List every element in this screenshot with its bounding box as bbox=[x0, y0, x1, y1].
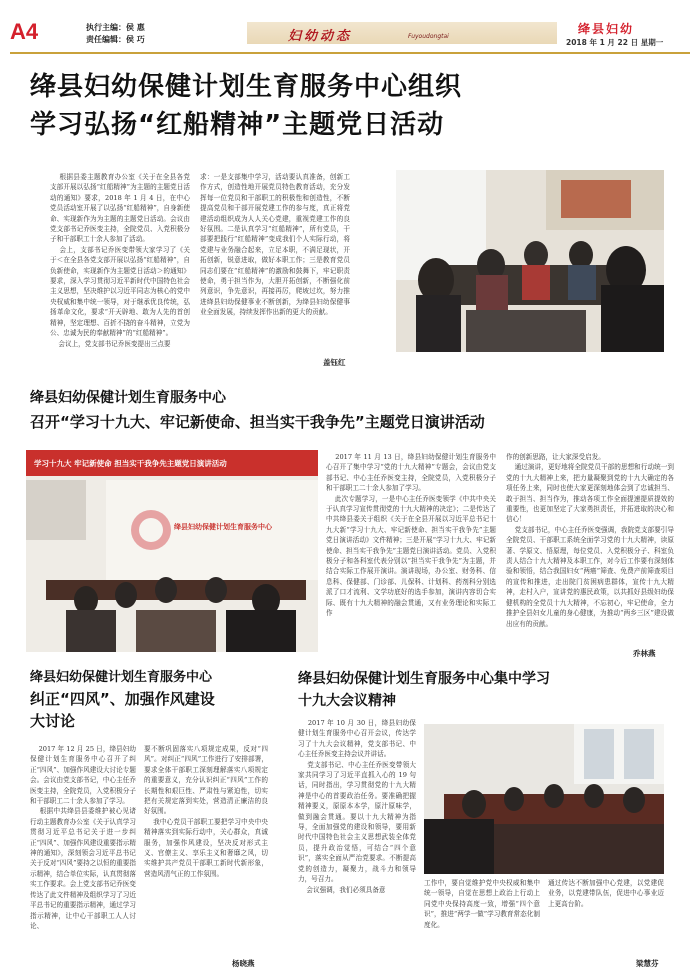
article4-title bbox=[298, 668, 688, 712]
article3-title-line2: 纠正“四风”、加强作风建设 bbox=[30, 690, 215, 708]
article3-byline: 杨晓燕 bbox=[232, 959, 255, 968]
page-number: A4 bbox=[10, 19, 39, 44]
article3-title-line1: 绛县妇幼保健计划生育服务中心 bbox=[30, 670, 213, 685]
article2-title: 召开“学习十九大、牢记新使命、担当实干我争先”主题党日演讲活动 bbox=[30, 413, 485, 431]
article3-column-1: 2017 年 12 月 25 日，绛县妇幼保健计划生育服务中心召开了纠正“四风”、加强作风建设大讨论专题会。会议由党支部书记，中心主任乔医变主持，全院党员，入党积极分子和干部职工二十余人参加了学习。 根据中共绛县县委维护被心见诸行动主题教育办公室《关于认真学习贯彻习近平总书记关于进一步纠正“四风”、加强作风建设重要指示精神的通知》，深刻领会习近平总书记关于反对“四风”要持之以恒的重要指示精神，结合单位实际，认真贯彻落实工作要求。会上党支部书记乔医变传达了此文件精神及组织学习了习近平总书记的重要指示精神，通过学习指示精神，让中心干部职工人人讨论、 bbox=[30, 745, 136, 930]
article2-column-1: 2017 年 11 月 13 日，绛县妇幼保健计划生育服务中心召开了集中学习“党的十九大精神”专题会，会议由党支部书记、中心主任乔医变主持，全院党员，入党积极分子和干部职工二十余人参加了学习。 此次专题学习，一是中心主任乔医变领学《中共中央关于认真学习宣传贯彻党的十九大精神的决定》；二是传达了中共绛县委关于组织《关于在全县开展以习近平总书记十九大新“学习十九大、牢记新使命、担当实干我争先”主题党日演讲活动》文件精神；三是开展“学习十九大、牢记新使命、担当实干我争先”主题党日演讲活动。党员、入党积极分子和各科室代表分别以“担当实干我争先”为主题，并结合实际工作展开演讲。演讲现场，办公室、财务科、信息科、保健部、门诊部、儿保科、计划科、药剂科分别选派了口才流利、文学功底好的选手参加，演讲内容切合实际、既有十九大精神的融会贯通，又有业务理论和实际工作 bbox=[326, 453, 496, 618]
editor-credits bbox=[86, 22, 145, 46]
header-rule bbox=[10, 52, 690, 54]
article1-column-2: 求：一是支部集中学习，活动要认真准备，创新工作方式，创造性地开展党员特色教育活动，充分发挥每一位党员和干部职工的积极性和创造性，不断提高党员和干部开展党建工作的参与度，真正将党建活动组织成为人人关心党建，重视党建工作的良好氛围。二是认真学习“红船精神”，所有党员，干部要把践行“红船精神”变成我们个人实际行动，将党建与业务融合起来，立足本职，不满足现状，开拓创新，锐意进取，做好本职工作；三是教育党员同志们要在“红船精神”的激励和鼓舞下，牢记职责使命，勇于担当作为，大胆开拓创新，不断强化前列意识，争先意识，再接再厉，爬坡过坎，努力推进绛县妇幼保健事业不断创新，为绛县妇幼保健事业全面发展，持续发挥作出新的更大的贡献。 bbox=[200, 173, 350, 317]
article3-title bbox=[30, 668, 280, 732]
duty-editor: 责任编辑：侯 巧 bbox=[86, 35, 145, 44]
article3-title-line3: 大讨论 bbox=[30, 712, 76, 730]
article1-byline: 盖钰红 bbox=[323, 358, 346, 367]
article1-column-1: 根据县委主题教育办公室《关于在全县各党支部开展以弘扬“红船精神”为主题的主题党日活动的通知》要求，2018 年 1 月 4 日，在中心党员活动室开展了以弘扬“红船精神”，自身新使命、实现新作为为主题的主题党日活动。会议由党支部书记乔医变主持，全院党员、入党积极分子和干部职工十余人参加了活动。 会上，支部书记乔医变带领大家学习了《关于＜在全县各党支部开展以弘扬“红船精神”，自负新使命，实现新作为主题党日活动＞的通知》要求，深入学习贯彻习近平新时代中国特色社会主义思想，坚决维护以习近平同志为核心的党中央权威和集中统一领导，对于继承优良传统，弘扬革命文化，要求“开天辟地、敢为人先的首创精神，坚定理想、百折不挠的奋斗精神，立党为公、忠诚为民的奉献精神”的“红船精神”。 会议上，党支部书记乔医变提出三点要 bbox=[50, 173, 190, 348]
article4-photo bbox=[424, 724, 664, 874]
article2-byline: 乔林燕 bbox=[633, 649, 656, 658]
article4-column-2: 工作中，要自觉维护党中央权威和集中统一领导，自觉在思想上政治上行动上同党中央保持高度一致，增强“四个意识”，推进“两学一做”学习教育常态化制度化。 bbox=[424, 879, 540, 929]
article4-title-line1: 绛县妇幼保健计划生育服务中心集中学习 bbox=[298, 671, 550, 687]
newspaper-brand: 绛县妇幼 bbox=[578, 22, 635, 36]
article2-wall-text: 绛县妇幼保健计划生育服务中心 bbox=[174, 523, 272, 531]
article4-column-1: 2017 年 10 月 30 日，绛县妇幼保健计划生育服务中心召开会议，传达学习了十九大会议精神，党支部书记、中心主任乔医变主持会议并讲话。 党支部书记、中心主任乔医变带领大家共同学习了习近平直抓入心的 19 句话，同时指出，学习贯彻党的十九大精神是中心的首要政治任务。要准确把握精神要义，原原本本学，原汁原味学，做到融会贯通。要以十九大精神为指导，全面加强党的建设和领导，要用新时代中国特色社会主义思想武装全体党员，提升政治觉悟，可结合“四个意识”，落实全面从严治党要求。不断提高党的创造力，凝聚力，战斗力和领导力，号召力。 会议强调，我们必须具备意 bbox=[298, 719, 416, 894]
article2-photo bbox=[26, 450, 318, 652]
section-title-en: Fuyoudongtai bbox=[408, 33, 449, 40]
article3-column-2: 要不断巩固落实八项规定成果，反对“四风”。对纠正“四风”工作进行了安排部署，要求全体干部职工深刻理解落实八项规定的重要意义，充分认识纠正“四风”工作的长期性和艰巨性、严肃性与紧迫性，切实把有关规定落到实处，营造清正廉洁的良好氛围。 我中心党员干部职工要把学习中央中央精神落实到实际行动中，关心群众，真诚服务，加强作风建设，坚决反对形式主义、官僚主义、享乐主义和奢靡之风，切实维护共产党员干部职工新时代新形象，营造风清气正的工作氛围。 bbox=[144, 745, 268, 878]
article2-banner-text: 学习十九大 牢记新使命 担当实干我争先主题党日演讲活动 bbox=[34, 459, 227, 468]
issue-date: 2018 年 1 月 22 日 星期一 bbox=[566, 38, 664, 47]
chief-editor: 执行主编：侯 惠 bbox=[86, 23, 145, 32]
article4-byline: 梁慧芬 bbox=[636, 959, 659, 968]
article1-title-line1: 绛县妇幼保健计划生育服务中心组织 bbox=[30, 72, 463, 102]
article1-title bbox=[30, 68, 680, 144]
article4-title-line2: 十九大会议精神 bbox=[298, 693, 396, 709]
article1-photo bbox=[396, 170, 664, 352]
article1-title-line2: 学习弘扬“红船精神”主题党日活动 bbox=[30, 110, 445, 140]
section-title: 妇幼动态 bbox=[288, 29, 353, 44]
article2-column-2: 作的创新思路，让大家深受启发。 通过演讲，更好地将全院党员干部的思想和行动统一到党的十九大精神上来，把力量凝聚到党的十九大确定的各项任务上来，同时也使大家更深刻地体会到了忠诚担当、敢于担当、担当作为，推动各项工作全面提速提质提效的重要性，也更加坚定了大家勇担责任，并拓进取的决心和信心！ 党支部书记，中心主任乔医变强调，我院党支部要引导全院党员、干部职工系统全面学习党的十九大精神，读原著、学原文、悟原理，每位党员、入党积极分子、科室负责人结合十九大精神及本职工作，对今后工作要有深刻体验和领悟，结合我国妇女“两癌”筛查、免费产前筛查项目的宣传和推进，走出院门贫困病患群体，宣传十九大精神，走村入户，宣讲党的惠民政策，以共抓好县级妇幼保健机构的全党员十九大精神，不忘初心，牢记使命，全力推护全县妇女儿童的身心健康，为推动“两乡三区”建设做出应有的贡献。 bbox=[506, 453, 674, 628]
article2-kicker: 绛县妇幼保健计划生育服务中心 bbox=[30, 390, 226, 406]
article4-column-3: 通过传达不断加强中心党建，以党建促业务，以党建带队伍，促进中心事业迈上更高台阶。 bbox=[548, 879, 664, 908]
